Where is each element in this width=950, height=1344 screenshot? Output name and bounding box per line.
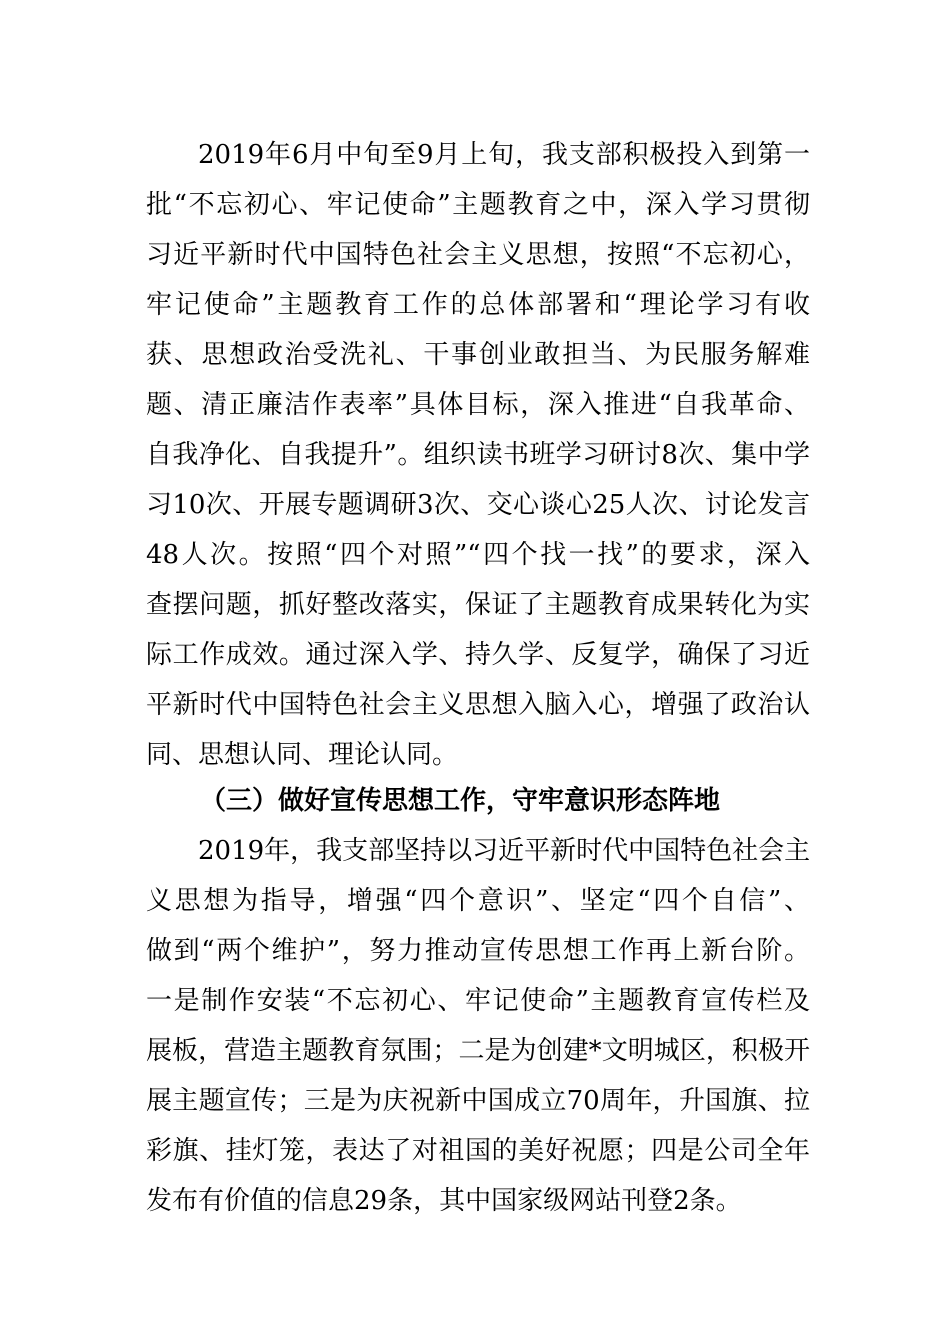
section-heading: （三）做好宣传思想工作，守牢意识形态阵地 (200, 786, 721, 816)
paragraph-2-line-3: 做到“两个维护”，努力推动宣传思想工作再上新台阶。 (146, 936, 810, 966)
paragraph-1-line-5: 获、思想政治受洗礼、干事创业敢担当、为民服务解难 (146, 340, 810, 370)
paragraph-1-line-9: 48人次。按照“四个对照”“四个找一找”的要求，深入 (146, 540, 810, 570)
paragraph-2-line-4: 一是制作安装“不忘初心、牢记使命”主题教育宣传栏及 (146, 986, 810, 1016)
paragraph-1-line-11: 际工作成效。通过深入学、持久学、反复学，确保了习近 (146, 640, 810, 670)
paragraph-2-line-6: 展主题宣传；三是为庆祝新中国成立70周年，升国旗、拉 (146, 1086, 810, 1116)
paragraph-2-line-8: 发布有价值的信息29条，其中国家级网站刊登2条。 (146, 1186, 742, 1216)
paragraph-2-line-2: 义思想为指导，增强“四个意识”、坚定“四个自信”、 (146, 886, 810, 916)
paragraph-1-line-7: 自我净化、自我提升”。组织读书班学习研讨8次、集中学 (146, 440, 810, 470)
paragraph-1-line-4: 牢记使命”主题教育工作的总体部署和“理论学习有收 (146, 290, 810, 320)
paragraph-1-line-13: 同、思想认同、理论认同。 (146, 740, 459, 770)
paragraph-1-line-12: 平新时代中国特色社会主义思想入脑入心，增强了政治认 (146, 690, 810, 720)
paragraph-2-line-1: 2019年，我支部坚持以习近平新时代中国特色社会主 (198, 836, 811, 866)
paragraph-1-line-10: 查摆问题，抓好整改落实，保证了主题教育成果转化为实 (146, 590, 810, 620)
paragraph-1-line-8: 习10次、开展专题调研3次、交心谈心25人次、讨论发言 (146, 490, 810, 520)
paragraph-2-line-5: 展板，营造主题教育氛围；二是为创建*文明城区，积极开 (146, 1036, 810, 1066)
paragraph-1-line-3: 习近平新时代中国特色社会主义思想，按照“不忘初心， (146, 240, 810, 270)
paragraph-2-line-7: 彩旗、挂灯笼，表达了对祖国的美好祝愿；四是公司全年 (146, 1136, 810, 1166)
paragraph-1-line-6: 题、清正廉洁作表率”具体目标，深入推进“自我革命、 (146, 390, 810, 420)
paragraph-1-line-2: 批“不忘初心、牢记使命”主题教育之中，深入学习贯彻 (146, 190, 810, 220)
paragraph-1-line-1: 2019年6月中旬至9月上旬，我支部积极投入到第一 (198, 140, 810, 170)
